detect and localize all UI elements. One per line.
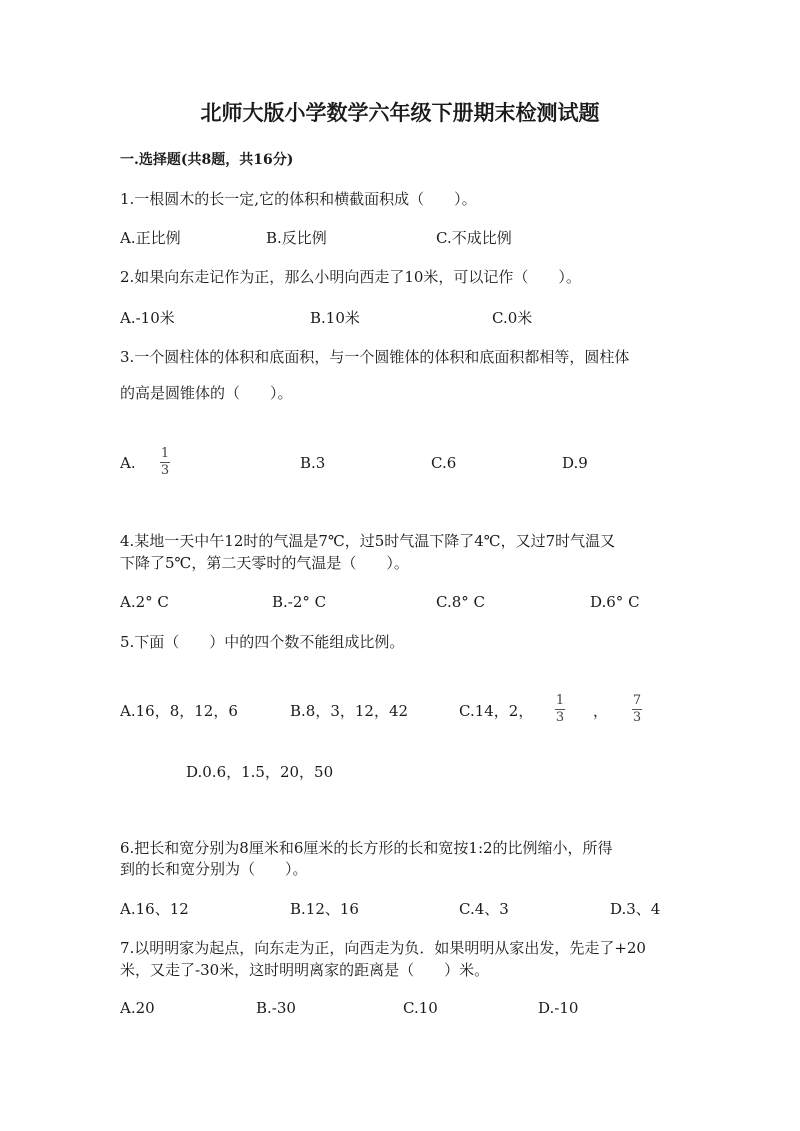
q2-option-a: A.-10米: [120, 309, 175, 327]
q4-option-c: C.8° C: [436, 593, 485, 611]
question-4-text-line2: 下降了5℃，第二天零时的气温是（ ）。: [120, 554, 409, 572]
section-heading: 一.选择题(共8题，共16分): [120, 152, 294, 168]
q5-option-c-separator: ，: [593, 702, 609, 720]
q3-option-a: A.: [120, 454, 136, 472]
q7-option-c: C.10: [403, 999, 438, 1017]
fraction-numerator: 1: [160, 446, 170, 461]
q6-option-c: C.4、3: [459, 900, 509, 918]
q6-option-b: B.12、16: [290, 900, 359, 918]
q6-option-d: D.3、4: [610, 900, 661, 918]
q4-option-d: D.6° C: [590, 593, 640, 611]
q1-option-b: B.反比例: [266, 229, 327, 247]
question-7-text-line1: 7.以明明家为起点，向东走为正，向西走为负．如果明明从家出发，先走了+20: [120, 939, 646, 957]
question-3-text-line2: 的高是圆锥体的（ ）。: [120, 384, 293, 402]
q3-option-d: D.9: [562, 454, 588, 472]
question-1-text: 1.一根圆木的长一定,它的体积和横截面积成（ ）。: [120, 190, 477, 208]
question-6-text-line1: 6.把长和宽分别为8厘米和6厘米的长方形的长和宽按1:2的比例缩小，所得: [120, 839, 613, 857]
q5-option-c-fraction-2: [632, 694, 642, 725]
fraction-denominator: 3: [632, 710, 642, 725]
question-5-text: 5.下面（ ）中的四个数不能组成比例。: [120, 633, 405, 651]
question-2-text: 2.如果向东走记作为正，那么小明向西走了10米，可以记作（ ）。: [120, 268, 581, 286]
q3-option-a-fraction: [160, 447, 170, 478]
q7-option-b: B.-30: [256, 999, 296, 1017]
q7-option-a: A.20: [120, 999, 155, 1017]
q3-option-c: C.6: [431, 454, 457, 472]
q1-option-c: C.不成比例: [436, 229, 512, 247]
question-6-text-line2: 到的长和宽分别为（ ）。: [120, 860, 308, 878]
q2-option-c: C.0米: [492, 309, 533, 327]
q7-option-d: D.-10: [538, 999, 579, 1017]
q6-option-a: A.16、12: [120, 900, 189, 918]
fraction-numerator: 1: [555, 693, 565, 708]
q1-option-a: A.正比例: [120, 229, 181, 247]
fraction-denominator: 3: [555, 710, 565, 725]
fraction-numerator: 7: [632, 693, 642, 708]
q2-option-b: B.10米: [310, 309, 360, 327]
q5-option-b: B.8，3，12，42: [290, 702, 409, 720]
q3-option-b: B.3: [300, 454, 326, 472]
q4-option-b: B.-2° C: [272, 593, 327, 611]
q4-option-a: A.2° C: [120, 593, 169, 611]
q5-option-c: C.14，2，: [459, 702, 534, 720]
page-title: 北师大版小学数学六年级下册期末检测试题: [200, 100, 600, 125]
fraction-denominator: 3: [160, 463, 170, 478]
question-3-text-line1: 3.一个圆柱体的体积和底面积，与一个圆锥体的体积和底面积都相等，圆柱体: [120, 348, 630, 366]
q5-option-a: A.16，8，12，6: [120, 702, 238, 720]
q5-option-d: D.0.6，1.5，20，50: [186, 763, 334, 781]
question-4-text-line1: 4.某地一天中午12时的气温是7℃，过5时气温下降了4℃，又过7时气温又: [120, 532, 616, 550]
question-7-text-line2: 米，又走了-30米，这时明明离家的距离是（ ）米。: [120, 961, 490, 979]
q5-option-c-fraction-1: [555, 694, 565, 725]
